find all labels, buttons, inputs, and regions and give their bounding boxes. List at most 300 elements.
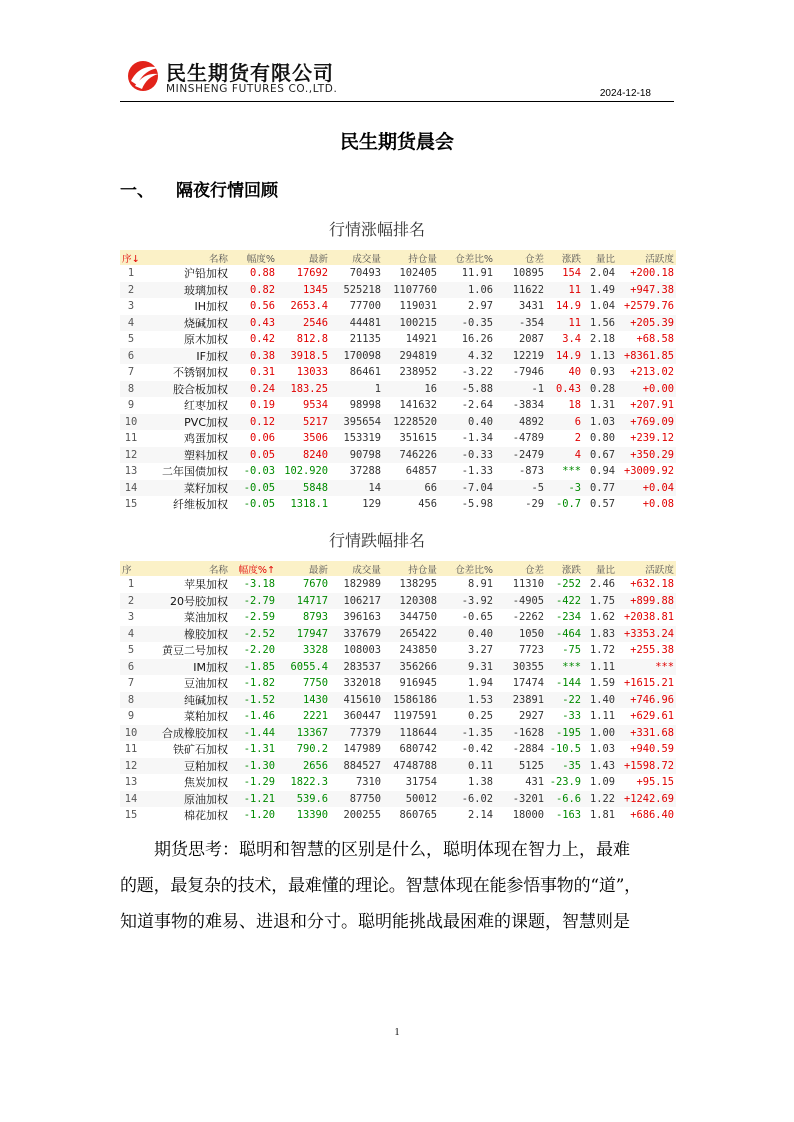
cell-volume-ratio: 1.11 <box>583 708 617 725</box>
cell-latest: 2656 <box>277 758 330 775</box>
cell-change-pct: -0.05 <box>230 496 277 513</box>
cell-activity: +3009.92 <box>617 463 676 480</box>
cell-change: -464 <box>546 626 583 643</box>
table-row[interactable] <box>120 708 676 725</box>
cell-activity: +746.96 <box>617 692 676 709</box>
cell-volume-ratio: 1.59 <box>583 675 617 692</box>
cell-change: -23.9 <box>546 774 583 791</box>
column-header-oi-diff[interactable]: 仓差 <box>495 250 546 265</box>
column-header-volume-ratio[interactable]: 量比 <box>583 250 617 265</box>
cell-oi-diff: 1050 <box>495 626 546 643</box>
table-row[interactable] <box>120 758 676 775</box>
cell-oi-diff-pct: 16.26 <box>439 331 495 348</box>
cell-name: 豆粕加权 <box>142 758 230 775</box>
cell-change: -3 <box>546 480 583 497</box>
cell-change: -75 <box>546 642 583 659</box>
cell-volume-ratio: 0.93 <box>583 364 617 381</box>
cell-oi-diff: 11622 <box>495 282 546 299</box>
cell-change-pct: 0.06 <box>230 430 277 447</box>
cell-volume: 200255 <box>330 807 383 824</box>
cell-volume-ratio: 1.40 <box>583 692 617 709</box>
cell-name: PVC加权 <box>142 414 230 431</box>
column-header-name[interactable]: 名称 <box>142 250 230 265</box>
table-row[interactable] <box>120 381 676 398</box>
table-row[interactable] <box>120 414 676 431</box>
column-header-oi-diff-pct[interactable]: 仓差比% <box>439 250 495 265</box>
cell-change-pct: 0.38 <box>230 348 277 365</box>
cell-oi-diff-pct: -0.65 <box>439 609 495 626</box>
cell-volume-ratio: 0.77 <box>583 480 617 497</box>
column-header-latest[interactable]: 最新 <box>277 250 330 265</box>
cell-open-interest: 1586186 <box>383 692 439 709</box>
cell-volume-ratio: 1.62 <box>583 609 617 626</box>
cell-volume: 90798 <box>330 447 383 464</box>
cell-oi-diff-pct: -5.98 <box>439 496 495 513</box>
cell-change-pct: 0.12 <box>230 414 277 431</box>
logo-english-name: MINSHENG FUTURES CO.,LTD. <box>166 83 338 95</box>
document-title: 民生期货晨会 <box>339 131 454 153</box>
cell-volume: 170098 <box>330 348 383 365</box>
cell-oi-diff-pct: 8.91 <box>439 576 495 593</box>
cell-rank: 8 <box>120 381 142 398</box>
cell-oi-diff-pct: 4.32 <box>439 348 495 365</box>
column-header-change[interactable]: 涨跌 <box>546 561 583 576</box>
table-row[interactable] <box>120 791 676 808</box>
column-header-volume[interactable]: 成交量 <box>330 561 383 576</box>
cell-oi-diff-pct: -0.35 <box>439 315 495 332</box>
cell-oi-diff-pct: -2.64 <box>439 397 495 414</box>
cell-activity: +207.91 <box>617 397 676 414</box>
cell-latest: 5848 <box>277 480 330 497</box>
cell-activity: +940.59 <box>617 741 676 758</box>
cell-change-pct: -0.05 <box>230 480 277 497</box>
cell-activity: +0.00 <box>617 381 676 398</box>
cell-name: 二年国债加权 <box>142 463 230 480</box>
cell-open-interest: 119031 <box>383 298 439 315</box>
cell-name: 纤维板加权 <box>142 496 230 513</box>
table-row[interactable] <box>120 593 676 610</box>
cell-rank: 7 <box>120 364 142 381</box>
cell-change-pct: 0.42 <box>230 331 277 348</box>
cell-name: 原油加权 <box>142 791 230 808</box>
table-row[interactable] <box>120 282 676 299</box>
column-header-change-pct[interactable]: 幅度%↑ <box>230 561 277 576</box>
cell-open-interest: 1228520 <box>383 414 439 431</box>
cell-oi-diff: -1628 <box>495 725 546 742</box>
cell-oi-diff: 18000 <box>495 807 546 824</box>
cell-oi-diff: 17474 <box>495 675 546 692</box>
table-row[interactable] <box>120 692 676 709</box>
cell-change-pct: -1.29 <box>230 774 277 791</box>
cell-change-pct: -1.82 <box>230 675 277 692</box>
cell-volume-ratio: 1.75 <box>583 593 617 610</box>
cell-change: -6.6 <box>546 791 583 808</box>
cell-oi-diff: -873 <box>495 463 546 480</box>
cell-oi-diff-pct: 1.06 <box>439 282 495 299</box>
cell-activity: +0.04 <box>617 480 676 497</box>
cell-open-interest: 265422 <box>383 626 439 643</box>
table-row[interactable] <box>120 331 676 348</box>
cell-oi-diff-pct: -3.92 <box>439 593 495 610</box>
cell-oi-diff-pct: 0.40 <box>439 626 495 643</box>
cell-name: 红枣加权 <box>142 397 230 414</box>
table-row[interactable] <box>120 397 676 414</box>
cell-change: -22 <box>546 692 583 709</box>
cell-open-interest: 118644 <box>383 725 439 742</box>
cell-open-interest: 860765 <box>383 807 439 824</box>
rise-table-title: 行情涨幅排名 <box>328 220 425 239</box>
cell-rank: 14 <box>120 480 142 497</box>
cell-oi-diff-pct: 0.25 <box>439 708 495 725</box>
cell-volume-ratio: 1.11 <box>583 659 617 676</box>
cell-latest: 7670 <box>277 576 330 593</box>
cell-oi-diff-pct: 2.14 <box>439 807 495 824</box>
cell-oi-diff: -2479 <box>495 447 546 464</box>
rise-table-header <box>120 250 676 265</box>
cell-open-interest: 1107760 <box>383 282 439 299</box>
cell-name: 纯碱加权 <box>142 692 230 709</box>
cell-volume: 337679 <box>330 626 383 643</box>
cell-volume-ratio: 1.09 <box>583 774 617 791</box>
cell-activity: +8361.85 <box>617 348 676 365</box>
table-row[interactable] <box>120 480 676 497</box>
header-date: 2024-12-18 <box>599 88 651 99</box>
table-row[interactable] <box>120 447 676 464</box>
column-header-activity[interactable]: 活跃度 <box>617 561 676 576</box>
cell-volume: 129 <box>330 496 383 513</box>
cell-open-interest: 456 <box>383 496 439 513</box>
cell-oi-diff: 23891 <box>495 692 546 709</box>
cell-volume-ratio: 1.83 <box>583 626 617 643</box>
cell-activity: +68.58 <box>617 331 676 348</box>
cell-open-interest: 102405 <box>383 265 439 282</box>
cell-latest: 14717 <box>277 593 330 610</box>
cell-activity: *** <box>617 659 676 676</box>
cell-rank: 13 <box>120 463 142 480</box>
cell-activity: +2579.76 <box>617 298 676 315</box>
cell-oi-diff-pct: -5.88 <box>439 381 495 398</box>
cell-activity: +632.18 <box>617 576 676 593</box>
cell-change-pct: -2.20 <box>230 642 277 659</box>
table-row[interactable] <box>120 315 676 332</box>
cell-activity: +899.88 <box>617 593 676 610</box>
paragraph-line: 知道事物的难易、进退和分寸。聪明能挑战最困难的课题，智慧则是 <box>120 912 630 932</box>
column-header-open-interest[interactable]: 持仓量 <box>383 250 439 265</box>
cell-change-pct: -1.52 <box>230 692 277 709</box>
cell-volume: 360447 <box>330 708 383 725</box>
cell-volume: 14 <box>330 480 383 497</box>
cell-activity: +200.18 <box>617 265 676 282</box>
column-header-oi-diff-pct[interactable]: 仓差比% <box>439 561 495 576</box>
cell-rank: 9 <box>120 708 142 725</box>
cell-activity: +629.61 <box>617 708 676 725</box>
cell-name: 烧碱加权 <box>142 315 230 332</box>
cell-change-pct: -1.21 <box>230 791 277 808</box>
cell-latest: 183.25 <box>277 381 330 398</box>
column-header-volume-ratio[interactable]: 量比 <box>583 561 617 576</box>
cell-volume-ratio: 1.49 <box>583 282 617 299</box>
cell-change-pct: -1.44 <box>230 725 277 742</box>
cell-volume: 147989 <box>330 741 383 758</box>
cell-rank: 1 <box>120 576 142 593</box>
cell-change: -163 <box>546 807 583 824</box>
cell-change: 3.4 <box>546 331 583 348</box>
column-header-activity[interactable]: 活跃度 <box>617 250 676 265</box>
cell-latest: 13033 <box>277 364 330 381</box>
cell-activity: +213.02 <box>617 364 676 381</box>
cell-latest: 2653.4 <box>277 298 330 315</box>
cell-change: 4 <box>546 447 583 464</box>
table-row[interactable] <box>120 609 676 626</box>
minsheng-logo-icon <box>126 59 162 93</box>
column-header-volume[interactable]: 成交量 <box>330 250 383 265</box>
cell-change-pct: 0.31 <box>230 364 277 381</box>
cell-latest: 7750 <box>277 675 330 692</box>
table-row[interactable] <box>120 496 676 513</box>
cell-rank: 8 <box>120 692 142 709</box>
table-row[interactable] <box>120 298 676 315</box>
column-header-change[interactable]: 涨跌 <box>546 250 583 265</box>
cell-oi-diff: -3201 <box>495 791 546 808</box>
cell-change-pct: 0.24 <box>230 381 277 398</box>
cell-open-interest: 16 <box>383 381 439 398</box>
cell-rank: 15 <box>120 496 142 513</box>
column-header-change-pct[interactable]: 幅度% <box>230 250 277 265</box>
cell-oi-diff-pct: 11.91 <box>439 265 495 282</box>
cell-open-interest: 356266 <box>383 659 439 676</box>
cell-latest: 2221 <box>277 708 330 725</box>
cell-volume-ratio: 2.04 <box>583 265 617 282</box>
cell-latest: 13367 <box>277 725 330 742</box>
cell-latest: 1430 <box>277 692 330 709</box>
cell-volume: 525218 <box>330 282 383 299</box>
cell-volume: 87750 <box>330 791 383 808</box>
cell-rank: 15 <box>120 807 142 824</box>
cell-change-pct: -0.03 <box>230 463 277 480</box>
cell-name: IF加权 <box>142 348 230 365</box>
company-logo <box>126 57 366 99</box>
paragraph-line: 期货思考：聪明和智慧的区别是什么，聪明体现在智力上，最难 <box>154 840 630 860</box>
section-title: 隔夜行情回顾 <box>176 181 278 201</box>
cell-change: -33 <box>546 708 583 725</box>
cell-oi-diff-pct: 1.38 <box>439 774 495 791</box>
cell-latest: 3918.5 <box>277 348 330 365</box>
table-row[interactable] <box>120 576 676 593</box>
cell-rank: 3 <box>120 609 142 626</box>
cell-oi-diff: 5125 <box>495 758 546 775</box>
column-header-rank[interactable]: 序 <box>120 561 142 576</box>
cell-oi-diff-pct: 2.97 <box>439 298 495 315</box>
cell-volume: 283537 <box>330 659 383 676</box>
table-row[interactable] <box>120 265 676 282</box>
cell-name: 苹果加权 <box>142 576 230 593</box>
cell-open-interest: 294819 <box>383 348 439 365</box>
cell-oi-diff: -354 <box>495 315 546 332</box>
table-row[interactable] <box>120 430 676 447</box>
cell-latest: 17947 <box>277 626 330 643</box>
cell-change-pct: -2.52 <box>230 626 277 643</box>
cell-name: 焦炭加权 <box>142 774 230 791</box>
cell-volume: 37288 <box>330 463 383 480</box>
cell-change: -422 <box>546 593 583 610</box>
cell-rank: 2 <box>120 282 142 299</box>
cell-activity: +769.09 <box>617 414 676 431</box>
cell-volume: 108003 <box>330 642 383 659</box>
table-row[interactable] <box>120 741 676 758</box>
cell-rank: 2 <box>120 593 142 610</box>
cell-name: 菜粕加权 <box>142 708 230 725</box>
cell-volume-ratio: 0.67 <box>583 447 617 464</box>
cell-oi-diff-pct: 0.11 <box>439 758 495 775</box>
table-row[interactable] <box>120 807 676 824</box>
cell-latest: 8240 <box>277 447 330 464</box>
cell-oi-diff: -2884 <box>495 741 546 758</box>
table-row[interactable] <box>120 364 676 381</box>
cell-change: 0.43 <box>546 381 583 398</box>
cell-oi-diff: 12219 <box>495 348 546 365</box>
cell-volume-ratio: 1.81 <box>583 807 617 824</box>
cell-activity: +0.08 <box>617 496 676 513</box>
cell-change-pct: 0.43 <box>230 315 277 332</box>
cell-volume-ratio: 1.56 <box>583 315 617 332</box>
cell-volume-ratio: 2.18 <box>583 331 617 348</box>
cell-change: -195 <box>546 725 583 742</box>
rise-ranking-table <box>120 250 676 513</box>
cell-activity: +1598.72 <box>617 758 676 775</box>
cell-activity: +947.38 <box>617 282 676 299</box>
cell-open-interest: 141632 <box>383 397 439 414</box>
cell-oi-diff: -1 <box>495 381 546 398</box>
cell-oi-diff: -3834 <box>495 397 546 414</box>
cell-change: -0.7 <box>546 496 583 513</box>
cell-volume: 70493 <box>330 265 383 282</box>
cell-volume: 86461 <box>330 364 383 381</box>
table-row[interactable] <box>120 642 676 659</box>
column-header-open-interest[interactable]: 持仓量 <box>383 561 439 576</box>
cell-name: 不锈钢加权 <box>142 364 230 381</box>
cell-open-interest: 64857 <box>383 463 439 480</box>
cell-change: -234 <box>546 609 583 626</box>
cell-rank: 5 <box>120 331 142 348</box>
fall-table-title: 行情跌幅排名 <box>328 531 425 550</box>
cell-oi-diff: 30355 <box>495 659 546 676</box>
cell-activity: +331.68 <box>617 725 676 742</box>
cell-open-interest: 31754 <box>383 774 439 791</box>
cell-activity: +1615.21 <box>617 675 676 692</box>
cell-change: 11 <box>546 282 583 299</box>
cell-change: *** <box>546 659 583 676</box>
cell-volume-ratio: 1.72 <box>583 642 617 659</box>
section-number: 一、 <box>120 181 154 201</box>
cell-open-interest: 100215 <box>383 315 439 332</box>
cell-name: 玻璃加权 <box>142 282 230 299</box>
cell-volume: 332018 <box>330 675 383 692</box>
cell-activity: +686.40 <box>617 807 676 824</box>
table-row[interactable] <box>120 463 676 480</box>
cell-change-pct: 0.56 <box>230 298 277 315</box>
cell-rank: 6 <box>120 348 142 365</box>
cell-oi-diff-pct: 9.31 <box>439 659 495 676</box>
cell-volume-ratio: 1.22 <box>583 791 617 808</box>
cell-oi-diff-pct: 1.53 <box>439 692 495 709</box>
cell-rank: 9 <box>120 397 142 414</box>
cell-open-interest: 680742 <box>383 741 439 758</box>
cell-oi-diff: -29 <box>495 496 546 513</box>
cell-activity: +3353.24 <box>617 626 676 643</box>
column-header-rank[interactable]: 序↓ <box>120 250 142 265</box>
cell-oi-diff-pct: -1.34 <box>439 430 495 447</box>
cell-latest: 13390 <box>277 807 330 824</box>
table-row[interactable] <box>120 725 676 742</box>
cell-rank: 10 <box>120 725 142 742</box>
cell-oi-diff: 3431 <box>495 298 546 315</box>
cell-change: 2 <box>546 430 583 447</box>
commentary-paragraph <box>120 832 676 940</box>
cell-latest: 3506 <box>277 430 330 447</box>
cell-latest: 2546 <box>277 315 330 332</box>
paragraph-line: 的题，最复杂的技术，最难懂的理论。智慧体现在能参悟事物的“道”， <box>120 876 641 896</box>
table-row[interactable] <box>120 626 676 643</box>
cell-volume-ratio: 1.04 <box>583 298 617 315</box>
cell-oi-diff-pct: -0.42 <box>439 741 495 758</box>
cell-name: IH加权 <box>142 298 230 315</box>
table-row[interactable] <box>120 675 676 692</box>
cell-rank: 10 <box>120 414 142 431</box>
cell-latest: 5217 <box>277 414 330 431</box>
cell-open-interest: 120308 <box>383 593 439 610</box>
cell-name: 黄豆二号加权 <box>142 642 230 659</box>
cell-oi-diff-pct: -0.33 <box>439 447 495 464</box>
cell-change-pct: 0.82 <box>230 282 277 299</box>
cell-oi-diff: 10895 <box>495 265 546 282</box>
column-header-name[interactable]: 名称 <box>142 561 230 576</box>
cell-volume: 182989 <box>330 576 383 593</box>
cell-change: 40 <box>546 364 583 381</box>
cell-volume: 395654 <box>330 414 383 431</box>
section-heading <box>120 176 278 201</box>
cell-activity: +205.39 <box>617 315 676 332</box>
cell-oi-diff: 4892 <box>495 414 546 431</box>
cell-volume: 106217 <box>330 593 383 610</box>
cell-oi-diff-pct: -6.02 <box>439 791 495 808</box>
cell-activity: +1242.69 <box>617 791 676 808</box>
cell-volume: 77379 <box>330 725 383 742</box>
table-row[interactable] <box>120 774 676 791</box>
column-header-latest[interactable]: 最新 <box>277 561 330 576</box>
cell-oi-diff-pct: -7.04 <box>439 480 495 497</box>
cell-latest: 539.6 <box>277 791 330 808</box>
cell-name: 菜油加权 <box>142 609 230 626</box>
cell-volume-ratio: 1.43 <box>583 758 617 775</box>
cell-name: 原木加权 <box>142 331 230 348</box>
cell-oi-diff: -4789 <box>495 430 546 447</box>
cell-open-interest: 4748788 <box>383 758 439 775</box>
cell-open-interest: 243850 <box>383 642 439 659</box>
cell-change-pct: -1.31 <box>230 741 277 758</box>
cell-latest: 17692 <box>277 265 330 282</box>
cell-rank: 11 <box>120 430 142 447</box>
cell-latest: 9534 <box>277 397 330 414</box>
cell-volume: 396163 <box>330 609 383 626</box>
cell-oi-diff: -5 <box>495 480 546 497</box>
column-header-oi-diff[interactable]: 仓差 <box>495 561 546 576</box>
table-row[interactable] <box>120 659 676 676</box>
cell-latest: 1822.3 <box>277 774 330 791</box>
cell-change: -10.5 <box>546 741 583 758</box>
table-row[interactable] <box>120 348 676 365</box>
cell-volume: 77700 <box>330 298 383 315</box>
cell-change-pct: -1.20 <box>230 807 277 824</box>
